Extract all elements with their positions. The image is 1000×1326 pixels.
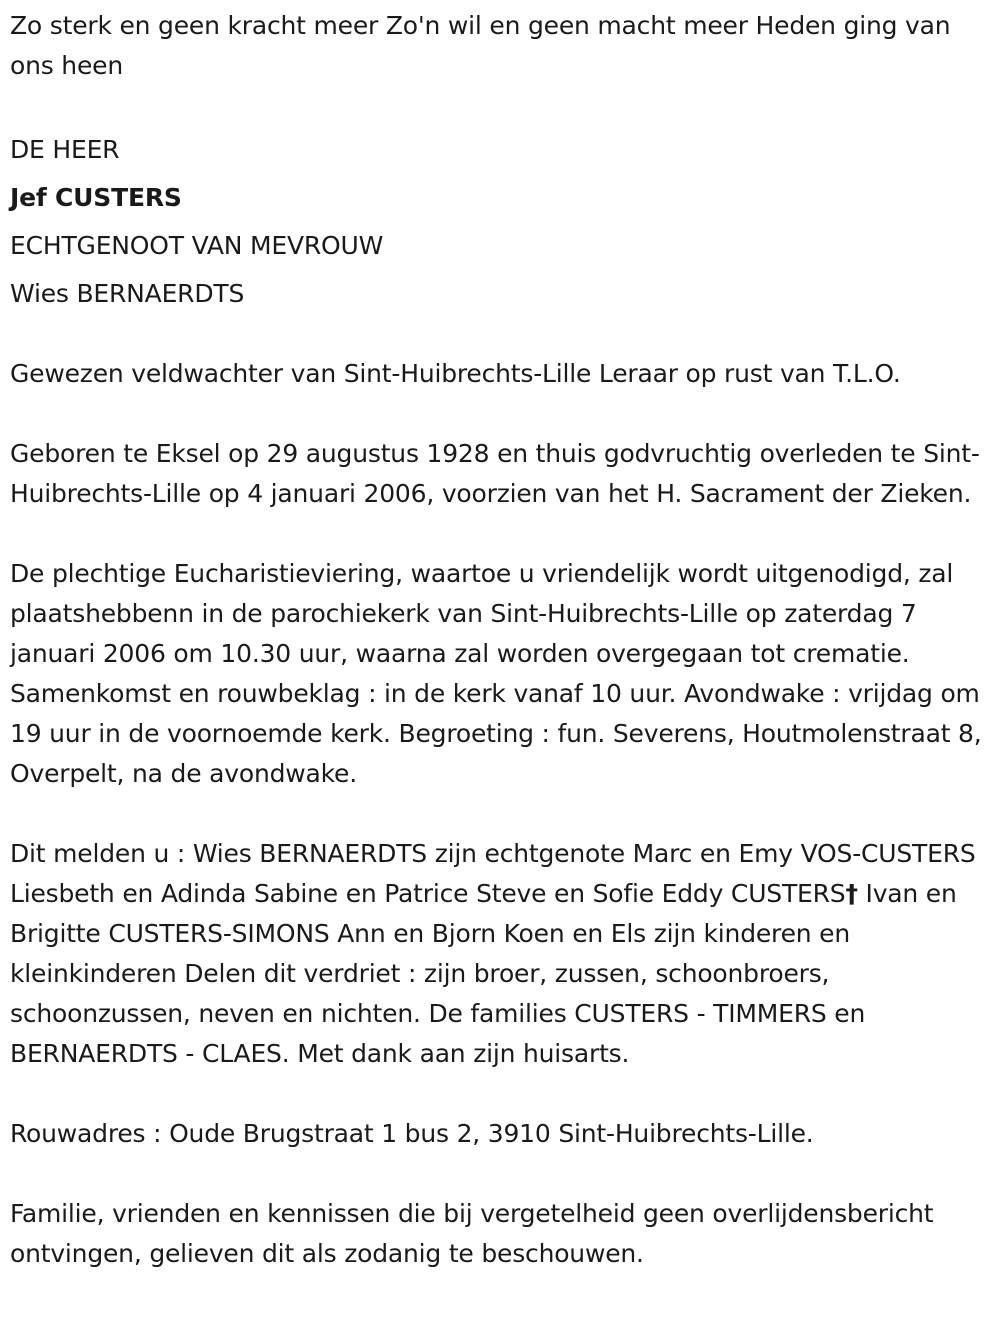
deceased-name: Jef CUSTERS [10, 183, 182, 212]
deceased-relation: ECHTGENOOT VAN MEVROUW [10, 231, 384, 260]
spouse-name: Wies BERNAERDTS [10, 279, 245, 308]
deceased-block [10, 126, 990, 318]
address-text: Rouwadres : Oude Brugstraat 1 bus 2, 3910 Sint-Huibrechts-Lille. [10, 1119, 814, 1148]
family-text [10, 834, 990, 1074]
deceased-title: DE HEER [10, 135, 120, 164]
closing-text: Familie, vrienden en kennissen die bij vergetelheid geen overlijdensbericht ontvingen, gelieven dit als zodanig te beschouwen. [10, 1199, 934, 1268]
cross-icon: † [845, 879, 858, 908]
family-text-part-2: Ivan en Brigitte CUSTERS-SIMONS Ann en Bjorn Koen en Els zijn kinderen en kleinkinderen Delen dit verdriet : zijn broer, zussen, schoonbroers, schoonzussen, neven en nichten. De families CUSTERS - TIMMERS en BERNAERDTS - CLAES. Met dank aan zijn huisarts. [10, 879, 957, 1068]
occupation-text: Gewezen veldwachter van Sint-Huibrechts-Lille Leraar op rust van T.L.O. [10, 359, 901, 388]
family-text-part-1: Dit melden u : Wies BERNAERDTS zijn echtgenote Marc en Emy VOS-CUSTERS Liesbeth en Adinda Sabine en Patrice Steve en Sofie Eddy CUSTERS [10, 839, 976, 908]
birth-death-text: Geboren te Eksel op 29 augustus 1928 en thuis godvruchtig overleden te Sint-Huibrechts-Lille op 4 januari 2006, voorzien van het H. Sacrament der Zieken. [10, 439, 980, 508]
intro-text: Zo sterk en geen kracht meer Zo'n wil en geen macht meer Heden ging van ons heen [10, 11, 951, 80]
ceremony-text: De plechtige Eucharistieviering, waartoe u vriendelijk wordt uitgenodigd, zal plaatshebbenn in de parochiekerk van Sint-Huibrechts-Lille op zaterdag 7 januari 2006 om 10.30 uur, waarna zal worden overgegaan tot crematie. Samenkomst en rouwbeklag : in de kerk vanaf 10 uur. Avondwake : vrijdag om 19 uur in de voornoemde kerk. Begroeting : fun. Severens, Houtmolenstraat 8, Overpelt, na de avondwake. [10, 559, 982, 788]
